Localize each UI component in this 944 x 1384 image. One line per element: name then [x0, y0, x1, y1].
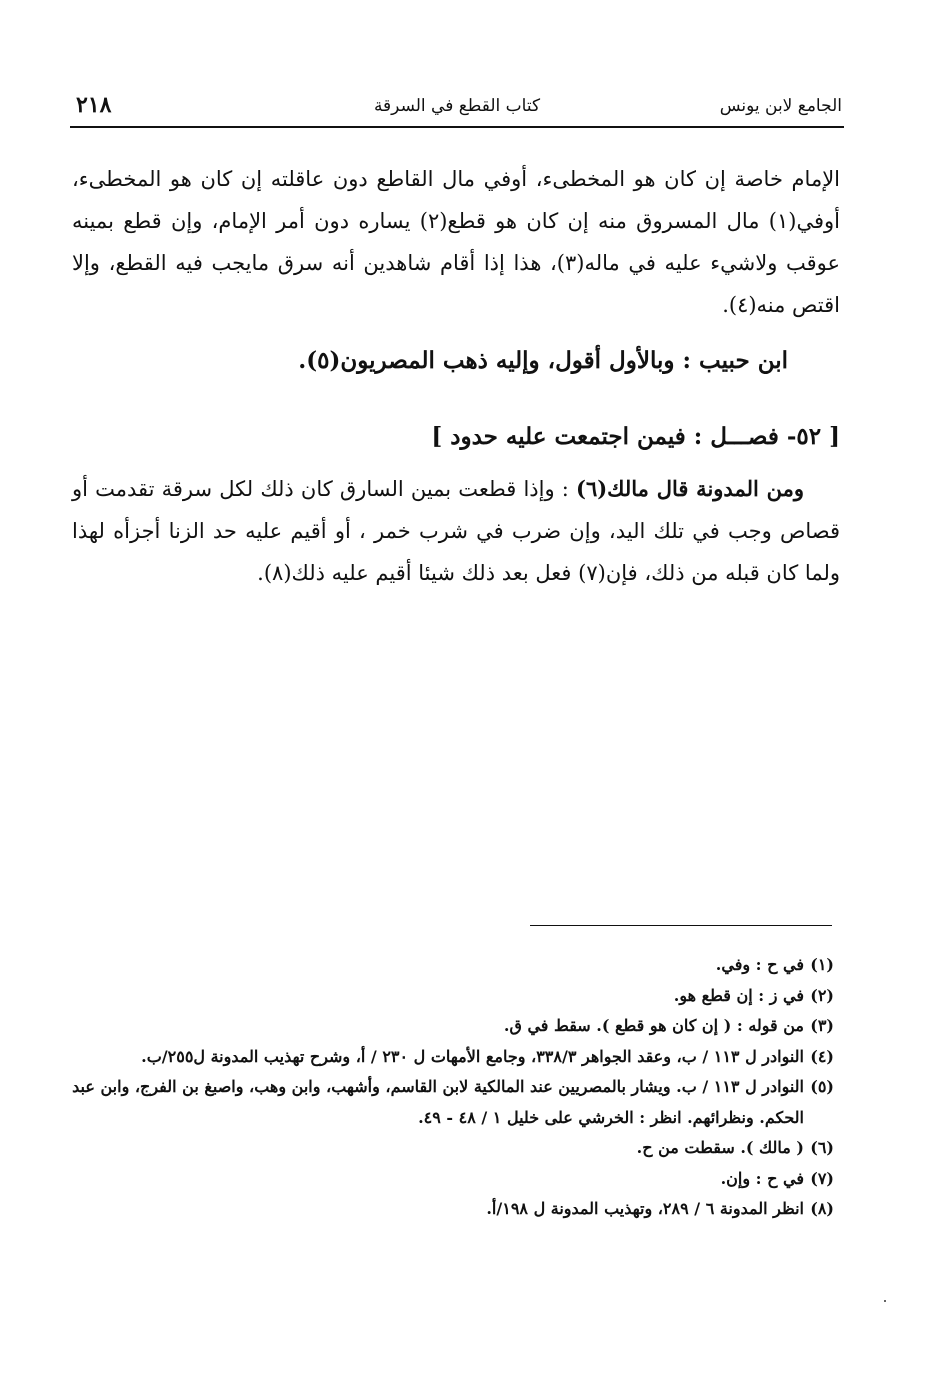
footnote-number: (٢) — [810, 985, 834, 1005]
footnote-text: من قوله : ( إن كان هو قطع ). سقط في ق. — [503, 1016, 804, 1035]
body-paragraph-2: ابن حبيب : وبالأول أقول، وإليه ذهب المصريون(٥). — [298, 347, 788, 374]
footnote — [66, 1072, 834, 1133]
footnote-text: ( مالك ). سقطت من ح. — [636, 1138, 804, 1157]
footnote — [66, 1133, 834, 1164]
footnote — [66, 1011, 834, 1042]
footnote-number: (٥) — [810, 1077, 834, 1096]
body-paragraph-3 — [72, 468, 840, 594]
footnote-text: النوادر ل ١١٣ / ب، وعقد الجواهر ٣٣٨/٣، وجامع الأمهات ل ٢٣٠ / أ، وشرح تهذيب المدونة ل٢٥٥/ب. — [141, 1046, 804, 1066]
footnote-text: النوادر ل ١١٣ / ب. ويشار بالمصريين عند المالكية لابن القاسم، وأشهب، وابن وهب، واصبغ بن الفرج، وابن عبد الحكم. ونظرائهم. انظر : الخرشي على خليل ١ / ٤٨ - ٤٩. — [72, 1077, 804, 1127]
footnote — [66, 1194, 834, 1225]
section-heading: [ ٥٢- فصـــل : فيمن اجتمعت عليه حدود ] — [431, 423, 840, 450]
footnote — [66, 1042, 834, 1073]
header-chapter-title: كتاب القطع في السرقة — [373, 96, 541, 116]
footnotes — [66, 950, 834, 1225]
footnote-number: (٨) — [810, 1199, 834, 1218]
footnote-number: (١) — [810, 955, 834, 974]
footnote-number: (٤) — [810, 1046, 834, 1066]
paragraph-3-lead: ومن المدونة قال مالك(٦) — [576, 476, 804, 501]
footnote-divider — [530, 925, 832, 926]
page-number: ٢١٨ — [76, 92, 112, 118]
running-header — [70, 92, 844, 128]
footnote-number: (٣) — [810, 1016, 834, 1035]
header-book-title: الجامع لابن يونس — [719, 96, 842, 116]
footnote-text: انظر المدونة ٦ / ٢٨٩، وتهذيب المدونة ل ١٩٨/أ. — [486, 1199, 804, 1218]
footnote — [66, 1164, 834, 1195]
paragraph-3-rest: : وإذا قطعت بمين السارق كان ذلك لكل سرقة تقدمت أو قصاص وجب في تلك اليد، وإن ضرب في شرب خمر ، أو أقيم عليه حد الزنا أجزأه لهذا ولما كان قبله من ذلك، فإن(٧) فعل بعد ذلك شيئا أقيم عليه ذلك(٨). — [72, 477, 840, 585]
footnote-number: (٦) — [810, 1138, 834, 1157]
footnote-text: في ز : إن قطع هو. — [673, 985, 804, 1005]
footnote — [66, 981, 834, 1012]
footnote-text: في ح : وإن. — [720, 1168, 804, 1188]
footnote — [66, 950, 834, 981]
footnote-number: (٧) — [810, 1168, 834, 1188]
scan-speck — [884, 1300, 886, 1302]
body-paragraph-1: الإمام خاصة إن كان هو المخطىء، أوفي مال القاطع دون عاقلته إن كان هو المخطىء، أوفي(١) مال المسروق منه إن كان هو قطع(٢) يساره دون أمر الإمام، وإن قطع بمينه عوقب ولاشيء عليه في ماله(٣)، هذا إذا أقام شاهدين أنه سرق مايجب فيه القطع، وإلا اقتص منه(٤). — [72, 167, 840, 317]
footnote-text: في ح : وفي. — [715, 955, 804, 974]
